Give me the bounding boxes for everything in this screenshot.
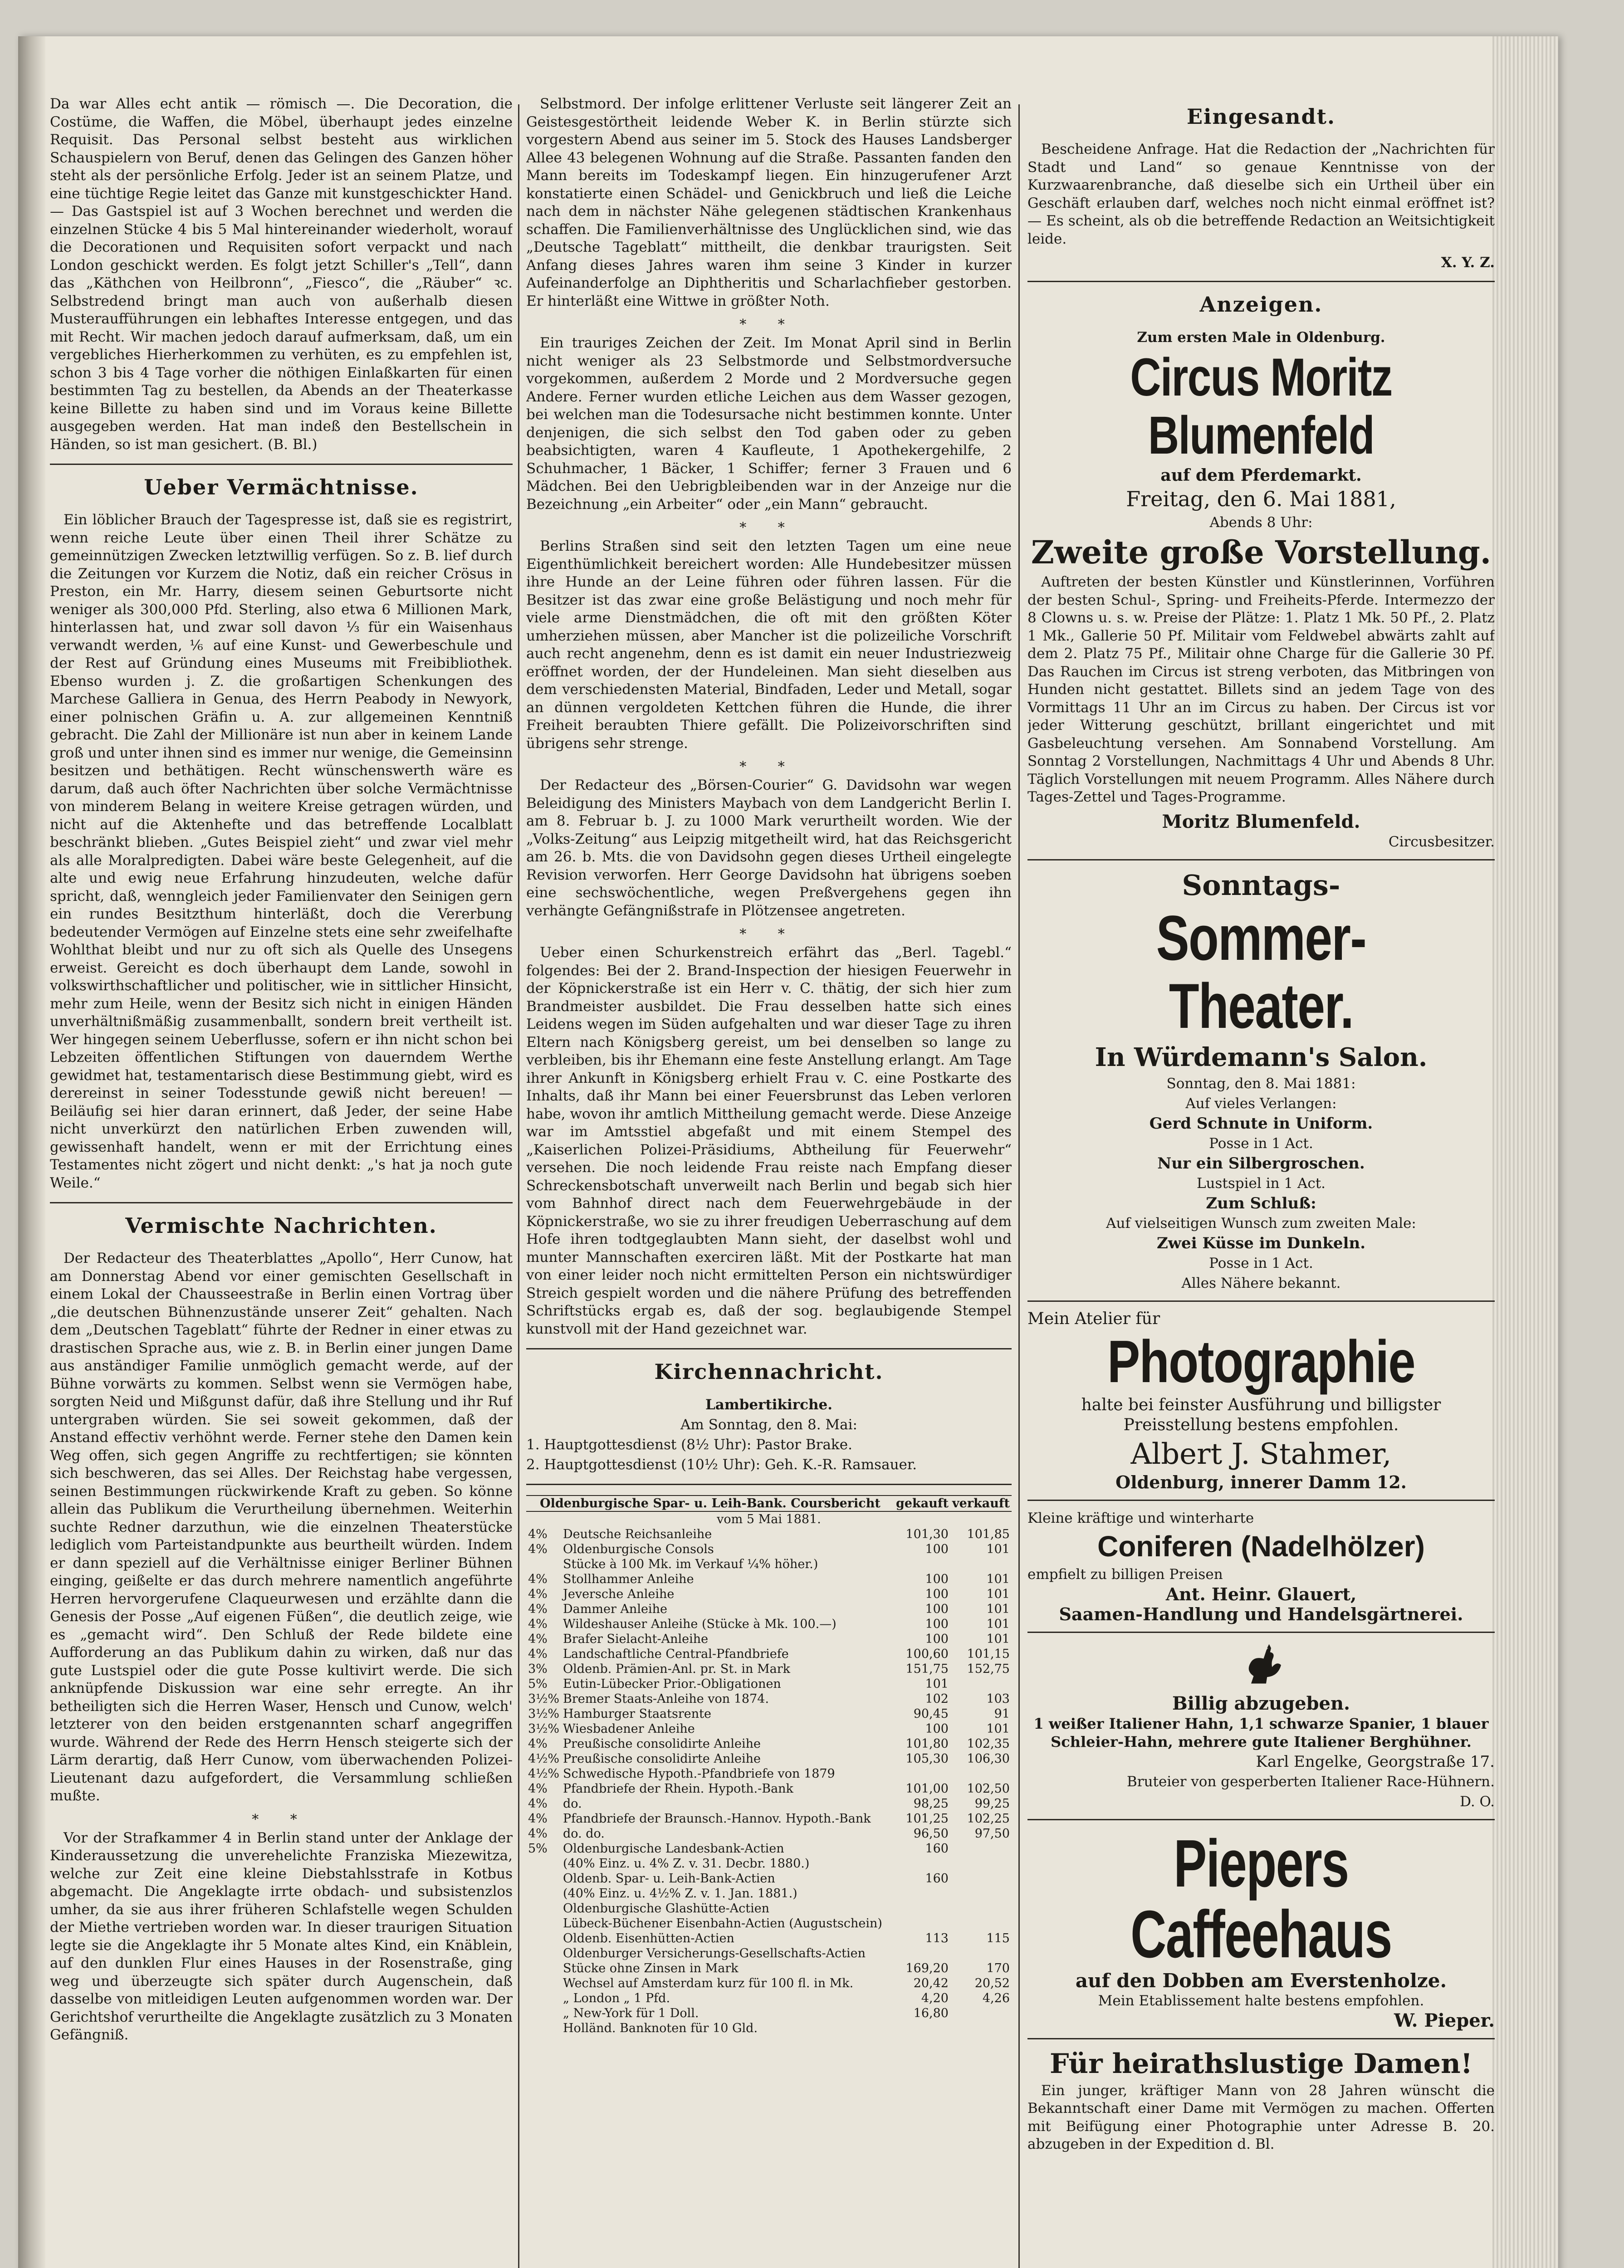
ad-damen-body: Ein junger, kräftiger Mann von 28 Jahren wünscht die Bekanntschaft einer Dame mit Vermögen zu machen. Offerten mit Beifügung einer Photographie unter Adresse B. 20. abzugeben in der Expedition d. Bl. — [1027, 2082, 1495, 2152]
table-cell-name: Oldenb. Spar- u. Leih-Bank-Actien — [563, 1872, 775, 1886]
table-cell-name: Eutin-Lübecker Prior.-Obligationen — [563, 1677, 781, 1691]
separator-stars: * * — [739, 317, 798, 332]
table-cell-name: Pfandbriefe der Rhein. Hypoth.-Bank — [563, 1782, 793, 1796]
table-cell-rate: 3% — [528, 1662, 548, 1676]
ad-photo-line: Mein Atelier für — [1027, 1309, 1160, 1328]
table-cell-bought: 16,80 — [913, 2006, 949, 2020]
table-cell-name: Oldenburgische Landesbank-Actien — [563, 1842, 784, 1856]
table-cell-sold: 4,26 — [982, 1991, 1010, 2005]
article-selbstmord: Selbstmord. Der infolge erlittener Verluste seit längerer Zeit an Geistesgestörtheit leidende Weber K. in Berlin stürzte sich vorgestern Abend aus seiner im 5. Stock des Hauses Landsberger Allee 43 belegenen Wohnung auf die Straße. Passanten fanden den Mann bereits im Todeskampf liegen. Ein hinzugerufener Arzt konstatierte einen Schädel- und Genickbruch und ließ die Leiche nach dem in nächster Nähe gelegenen städtischen Krankenhaus schaffen. Die Familienverhältnisse des Unglücklichen sind, wie das „Deutsche Tageblatt“ mittheilt, die denkbar traurigsten. Seit Anfang dieses Jahres waren ihm seine 3 Kinder in kurzer Aufeinanderfolge an Diphtheritis und Scharlachfieber gestorben. Er hinterläßt eine Wittwe in größter Noth. — [526, 96, 1012, 309]
table-header — [526, 1496, 1012, 1511]
table-cell-sold: 106,30 — [967, 1752, 1010, 1766]
separator-stars: * * — [252, 1811, 311, 1828]
ad-coniferen-line: empfielt zu billigen Preisen — [1027, 1566, 1223, 1583]
separator-stars: * * — [739, 759, 798, 775]
ad-photo-address: Oldenburg, innerer Damm 12. — [1115, 1471, 1407, 1492]
heading-kirchennachricht: Kirchennachricht. — [654, 1359, 884, 1384]
table-cell-sold — [950, 1916, 1012, 1931]
table-cell-bought: 100,60 — [905, 1647, 949, 1661]
ad-circus-place: auf dem Pferdemarkt. — [1160, 466, 1362, 485]
table-cell-rate: 5% — [528, 1842, 548, 1856]
ad-huehner-name: Karl Engelke, Georgstraße 17. — [1256, 1752, 1495, 1771]
table-row — [526, 1721, 1012, 1736]
ad-photographie — [1027, 1310, 1495, 1491]
table-cell-sold: 101 — [986, 1587, 1010, 1601]
theater-article: Da war Alles echt antik — römisch —. Die Decoration, die Costüme, die Waffen, die Möbel, überhaupt jedes einzelne Requisit. Das Personal selbst besteht aus wirklichen Schauspielern von Beruf, denen das Gelingen des Ganzen höher steht als der persönliche Erfolg. Jeder ist an seinem Platze, und eine tüchtige Regie leitet das Ganze mit kunstgeschickter Hand. — Das Gastspiel ist auf 3 Wochen berechnet und werden die einzelnen Stücke 4 bis 5 Mal hintereinander wiederholt, worauf die Decorationen und Requisiten sofort verpackt und nach London geschickt werden. Es folgt jetzt Schiller's „Tell“, dann das „Käthchen von Heilbronn“, „Fiesco“, die „Räuber“ ꝛc. Selbstredend bringt man auch von außerhalb diesen Musteraufführungen ein lebhaftes Interesse entgegen, und das mit Recht. Wir machen jedoch darauf aufmerksam, daß, um ein vergebliches Hierherkommen zu verhüten, es zu empfehlen ist, schon 3 bis 4 Tage vorher die nöthigen Einlaßkarten für einen bestimmten Tag zu bestellen, da Abends an der Theaterkasse keine Billette zu haben sind und im Voraus keine Billette ausgegeben werden. Hat man indeß den Bestellschein in Händen, so ist man gesichert. (B. Bl.) — [50, 96, 513, 453]
table-cell-name: do. — [563, 1797, 582, 1811]
signature-xyz: X. Y. Z. — [1441, 254, 1495, 271]
table-row — [526, 1557, 1012, 1572]
table-cell-sold: 101 — [986, 1542, 1010, 1556]
table-cell-bought: 101,00 — [905, 1782, 949, 1796]
table-cell-bought — [894, 1557, 950, 1572]
table-cell-bought: 98,25 — [913, 1797, 949, 1811]
table-row — [526, 1976, 1012, 1991]
table-row — [526, 1736, 1012, 1751]
ad-photo-line: halte bei feinster Ausführung und billigster Preisstellung bestens empfohlen. — [1081, 1395, 1441, 1434]
ad-theater-title: Sommer-Theater. — [1156, 902, 1366, 1041]
table-cell-bought — [894, 1916, 950, 1931]
ad-theater-play: Gerd Schnute in Uniform. — [1149, 1114, 1373, 1133]
divider — [526, 1348, 1012, 1349]
church-name: Lambertikirche. — [705, 1397, 833, 1413]
table-cell-name: Oldenburger Versicherungs-Gesellschafts-Actien — [563, 1946, 866, 1960]
ad-divider — [1027, 1500, 1495, 1501]
table-cell-sold — [950, 1871, 1012, 1886]
column-rule — [1018, 104, 1020, 2268]
table-cell-rate: 4% — [528, 1527, 548, 1541]
article-davidsohn: Der Redacteur des „Börsen-Courier“ G. Davidsohn war wegen Beleidigung des Ministers Maybach von dem Landgericht Berlin I. am 8. Februar b. J. zu 1000 Mark verurtheilt worden. Wie der „Volks-Zeitung“ aus Leipzig mitgetheilt wird, hat das Reichsgericht am 26. b. Mts. die von Davidsohn gegen dieses Urtheil eingelegte Revision verworfen. Herr George Davidsohn hat übrigens soeben eine sechswöchentliche, wegen Preßvergehens gegen ihn verhängte Gefängnißstrafe in Plötzensee angetreten. — [526, 777, 1012, 919]
table-cell-rate: 4% — [528, 1737, 548, 1751]
table-cell-rate — [526, 1931, 561, 1946]
heading-vermischte: Vermischte Nachrichten. — [125, 1213, 437, 1238]
divider — [50, 1202, 513, 1203]
table-row — [526, 1886, 1012, 1901]
table-date-row — [526, 1511, 1012, 1527]
article-cunow: Der Redacteur des Theaterblattes „Apollo“, Herr Cunow, hat am Donnerstag Abend vor einer gemischten Gesellschaft in einem Lokal der Chausseestraße in Berlin einen Vortrag über „die deutschen Bühnenzustände unserer Zeit“ gehalten. Nach dem „Deutschen Tageblatt“ führte der Redner in einer etwas zu drastischen Sprache aus, wie z. B. in Berlin einer jungen Dame aus anständiger Familie unmöglich gemacht werde, auf der Bühne vorwärts zu kommen. Selbst wenn sie Vermögen habe, sorgten Neid und Mißgunst dafür, daß ihre Stellung und ihr Ruf untergraben würden. Sie sei soweit gekommen, daß der Anstand effectiv verhöhnt werde. Ferner stehe den Damen kein Weg offen, sich gegen Angriffe zu rechtfertigen; sie könnten sich beschweren, das sei Alles. Der Reichstag habe vergessen, seinen Bestimmungen rückwirkende Kraft zu geben. So könne allein das Publikum die Verurtheilung übernehmen. Weiterhin suchte Redner darzuthun, wie die einzelnen Theaterstücke lediglich vom Parteistandpunkte aus beurtheilt würden. Indem er dann speziell auf die Verhältnisse einiger Berliner Bühnen einging, geißelte er das durch mehrere namentlich angeführte Herren hervorgerufene Claqueurwesen und erzählte dann die Genesis der Posse „Auf eigenen Füßen“, die deutlich zeige, wie es „gemacht wird“. Den Schluß der Rede bildete eine Aufforderung an das Publikum dahin zu wirken, daß nur das gute Lustspiel oder die gute Posse kultivirt werde. Die sich anknüpfende Diskussion war eine sehr erregte. An ihr betheiligten sich die Herren Waser, Hensch und Cunow, welch' letzterer von den beiden erstgenannten scharf angegriffen wurde. Während der Rede des Herrn Hensch steigerte sich der Lärm derartig, daß Herr Cunow, vom überwachenden Polizei-Lieutenant dazu aufgefordert, die Versammlung schließen mußte. — [50, 1250, 513, 1804]
table-cell-rate — [526, 1901, 561, 1916]
table-row — [526, 1602, 1012, 1617]
table-cell-name: Stücke ohne Zinsen in Mark — [563, 1961, 739, 1975]
ad-piepers-signature: W. Pieper. — [1394, 2009, 1495, 2031]
ad-circus-title: Circus Moritz Blumenfeld — [1130, 347, 1392, 465]
table-cell-rate — [526, 1557, 561, 1572]
table-cell-bought: 96,50 — [913, 1827, 949, 1841]
table-cell-name: (40% Einz. u. 4% Z. v. 31. Decbr. 1880.) — [563, 1857, 810, 1871]
ad-photo-title: Photographie — [1107, 1328, 1415, 1395]
table-cell-rate: 4% — [528, 1797, 548, 1811]
divider — [1027, 281, 1495, 282]
table-cell-bought: 100 — [925, 1722, 949, 1736]
table-cell-bought: 90,45 — [913, 1707, 949, 1721]
article-hundebesitzer: Berlins Straßen sind seit den letzten Tagen um eine neue Eigenthümlichkeit bereichert worden: Alle Hundebesitzer müssen ihre Hunde an der Leine führen oder führen lassen. Für die Besitzer ist das zwar eine große Belästigung und noch mehr für viele arme Dienstmädchen, die oft mit den größten Köter umherziehen müssen, aber Mancher ist die polizeiliche Vorschrift auch recht angenehm, denn es ist damit ein neuer Industriezweig eröffnet worden, der der Hundeleinen. Man sieht dieselben aus dem verschiedensten Material, Bindfaden, Leder und Metall, sogar an dünnen vergoldeten Kettchen führen die Hunde, die ihrer Freiheit beraubten Thiere gefällt. Die Polizeivorschriften sind übrigens sehr strenge. — [526, 538, 1012, 752]
table-cell-name: „ London „ 1 Pfd. — [563, 1991, 670, 2005]
table-cell-bought: 113 — [925, 1931, 949, 1945]
table-cell-rate — [526, 1961, 561, 1976]
ad-coniferen-line: Kleine kräftige und winterharte — [1027, 1510, 1254, 1526]
coursbericht-table — [526, 1495, 1012, 2036]
ad-sommer-theater — [1027, 869, 1495, 1292]
ad-huehner-title: Billig abzugeben. — [1172, 1692, 1350, 1714]
table-cell-bought — [894, 2021, 950, 2036]
ad-piepers — [1027, 1828, 1495, 2030]
article-schurkenstreich: Ueber einen Schurkenstreich erfährt das „Berl. Tagebl.“ folgendes: Bei der 2. Brand-Inspection der hiesigen Feuerwehr in der Köpnickerstraße ist ein Herr v. C. thätig, der sich hier zum Brandmeister ausbildet. Die Frau desselben hatte sich eines Leidens wegen im Süden aufgehalten und war dieser Tage zu ihren Eltern nach Königsberg gereist, um bei denselben so lange zu verbleiben, bis ihr Ehemann eine feste Anstellung erlangt. Am Tage ihrer Ankunft in Königsberg erhielt Frau v. C. eine Postkarte des Inhalts, daß ihr Mann bei einer Feuersbrunst das Leben verloren habe, wovon ihr amtlich Mittheilung gemacht werde. Diese Anzeige war im Amtsstiel abgefaßt und mit einem Stempel des „Kaiserlichen Polizei-Präsidiums, Abtheilung für Feuerwehr“ versehen. Die noch leidende Frau reiste nach Empfang dieser Schreckensbotschaft unverweilt nach Berlin und begab sich hier vom Bahnhof direct nach dem Feuerwehrgebäude in der Köpnickerstraße, wo sie zu ihrer freudigen Ueberraschung auf dem Hofe ihren todtgeglaubten Mann sieht, der daselbst wohl und munter Mannschaften exerciren läßt. Mit der Postkarte hat man von einer leider noch nicht ermittelten Person ein nichtswürdiger Streich gespielt worden und die nähere Prüfung des betreffenden Schriftstücks ergab es, daß der sog. beglaubigende Stempel kunstvoll mit der Hand gezeichnet war. — [526, 944, 1012, 1337]
table-cell-rate — [526, 1946, 561, 1961]
table-cell-rate — [526, 2006, 561, 2021]
table-cell-sold — [950, 1677, 1012, 1691]
table-row — [526, 1991, 1012, 2006]
table-cell-bought: 100 — [925, 1572, 949, 1586]
table-cell-sold: 97,50 — [974, 1827, 1010, 1841]
ad-circus-date: Freitag, den 6. Mai 1881, — [1126, 487, 1396, 511]
table-cell-rate — [526, 1916, 561, 1931]
table-row — [526, 1751, 1012, 1766]
table-row — [526, 1766, 1012, 1781]
table-cell-name: Preußische consolidirte Anleihe — [563, 1752, 761, 1766]
ad-theater-line: Alles Nähere bekannt. — [1181, 1275, 1341, 1291]
ad-theater-line: Auf vielseitigen Wunsch zum zweiten Male: — [1106, 1215, 1416, 1232]
newspaper-page — [18, 36, 1558, 2268]
column-right — [1027, 95, 1495, 2160]
table-cell-rate — [526, 1886, 561, 1901]
table-cell-bought: 100 — [925, 1632, 949, 1646]
table-cell-name: Stücke à 100 Mk. im Verkauf ¼% höher.) — [563, 1557, 818, 1571]
table-cell-sold — [950, 1766, 1012, 1781]
table-title: Oldenburgische Spar- u. Leih-Bank. Coursbericht — [526, 1496, 894, 1511]
table-cell-sold: 101 — [986, 1722, 1010, 1736]
table-cell-bought — [894, 1886, 950, 1901]
table-cell-sold — [950, 2021, 1012, 2036]
table-row — [526, 1826, 1012, 1841]
table-row — [526, 1871, 1012, 1886]
table-cell-rate: 4% — [528, 1632, 548, 1646]
table-cell-name: Schwedische Hypoth.-Pfandbriefe von 1879 — [563, 1767, 835, 1781]
table-row — [526, 1542, 1012, 1557]
table-cell-name: do. do. — [563, 1827, 605, 1841]
ad-huehner-sig: D. O. — [1460, 1793, 1495, 1810]
ad-theater-genre: Posse in 1 Act. — [1209, 1135, 1313, 1152]
table-cell-name: Landschaftliche Central-Pfandbriefe — [563, 1647, 789, 1661]
table-cell-bought — [894, 1901, 950, 1916]
ad-circus-time: Abends 8 Uhr: — [1209, 514, 1313, 531]
ad-damen — [1027, 2048, 1495, 2154]
ad-huehner-line: Bruteier von gesperberten Italiener Race-Hühnern. — [1126, 1773, 1495, 1790]
table-row — [526, 1677, 1012, 1691]
table-cell-bought: 151,75 — [905, 1662, 949, 1676]
table-cell-bought: 101,25 — [905, 1812, 949, 1826]
table-row — [526, 1691, 1012, 1706]
table-cell-name: Brafer Sielacht-Anleihe — [563, 1632, 709, 1646]
ad-circus-owner: Circusbesitzer. — [1388, 833, 1495, 850]
table-cell-bought: 20,42 — [913, 1976, 949, 1990]
table-cell-rate: 4% — [528, 1572, 548, 1586]
table-cell-sold: 20,52 — [974, 1976, 1010, 1990]
ad-circus — [1027, 328, 1495, 851]
ad-divider — [1027, 1819, 1495, 1820]
table-cell-rate: 3½% — [528, 1707, 560, 1721]
ad-damen-title: Für heirathslustige Damen! — [1049, 2048, 1473, 2080]
table-cell-sold: 103 — [986, 1692, 1010, 1706]
ad-coniferen-name: Ant. Heinr. Glauert, — [1165, 1584, 1357, 1604]
table-cell-rate: 5% — [528, 1677, 548, 1691]
ad-theater-line: Zum Schluß: — [1206, 1194, 1316, 1212]
table-cell-name: Oldenburgische Consols — [563, 1542, 714, 1556]
church-date: Am Sonntag, den 8. Mai: — [680, 1417, 857, 1433]
table-cell-sold: 102,35 — [967, 1737, 1010, 1751]
table-cell-bought: 100 — [925, 1587, 949, 1601]
table-cell-rate: 4% — [528, 1782, 548, 1796]
table-header-sold: verkauft — [950, 1496, 1012, 1511]
table-cell-bought — [894, 1766, 950, 1781]
table-cell-sold: 101,15 — [967, 1647, 1010, 1661]
table-date: vom 5 Mai 1881. — [717, 1512, 821, 1526]
article-kinderaussetzung: Vor der Strafkammer 4 in Berlin stand unter der Anklage der Kinderaussetzung die unverehelichte Franziska Miezewitza, welche zur Zeit eine kleine Diebstahlsstrafe in Kotbus abgemacht. Die Angeklagte irrte obdach- und subsistenzlos umher, da sie aus ihrer früheren Schlafstelle wegen Schulden der Miethe vertrieben worden war. In dieser traurigen Situation legte sie die Angeklagte ihr 5 Monate altes Kind, ein Knäblein, auf den dunklen Flur eines Hauses in der Rosenstraße, ging weg und überzeugte sich später durch Augenschein, daß dasselbe von mitleidigen Leuten aufgenommen worden war. Der Gerichtshof verurtheilte die Angeklagte zusätzlich zu 3 Monaten Gefängniß. — [50, 1829, 513, 2043]
table-cell-name: Jeversche Anleihe — [563, 1587, 675, 1601]
table-header-bought: gekauft — [894, 1496, 950, 1511]
ad-divider — [1027, 1632, 1495, 1633]
table-row — [526, 1931, 1012, 1946]
article-vermaechtnisse: Ein löblicher Brauch der Tagespresse ist, daß sie es registrirt, wenn reiche Leute über einen Theil ihrer Schätze zu gemeinnützigen Zwecken letztwillig verfügen. So z. B. lief durch die Zeitungen vor Kurzem die Notiz, daß ein reicher Crösus in Preston, ein Mr. Harry, diesem seinen Geburtsorte nicht weniger als 300,000 Pfd. Sterling, also etwa 6 Millionen Mark, hinterlassen hat, und zwar soll davon ⅓ für ein Waisenhaus verwandt werden, ⅙ auf eine Kunst- und Gewerbeschule und der Rest auf Gründung eines Museums mit Freibibliothek. Ebenso wurden j. Z. die großartigen Schenkungen des Marchese Galliera in Genua, des Herrn Peabody in Newyork, einer polnischen Gräfin u. A. zur allgemeinen Kenntniß gebracht. Die Zahl der Millionäre ist nun aber in keinem Lande groß und unter ihnen sind es immer nur wenige, die Gemeinsinn besitzen und bethätigen. Recht wünschenswerth wäre es darum, daß auch öfter Nachrichten über solche Vermächtnisse von minderem Belang in weitere Kreise getragen würden, und nicht auf die Aktenhefte und das betreffende Localblatt beschränkt blieben. „Gutes Beispiel zieht“ und zwar viel mehr als alle Moralpredigten. Dabei wäre beste Gelegenheit, auf die alte und ewig neue Erfahrung hinzudeuten, welche dafür spricht, daß, wenngleich jeder Familienvater den Seinigen gern ein rundes Besitzthum hinterläßt, doch die Vererbung bedeutender Vermögen auf Einzelne stets eine sehr zweifelhafte Wohlthat bleibt und nur zu oft sich als Quelle des Unsegens erweist. Gereicht es doch überhaupt dem Lande, sowohl in volkswirthschaftlicher und politischer, wie in sittlicher Hinsicht, mehr zum Heile, wenn der Besitz sich nicht in einigen Händen unverhältnißmäßig zusammenballt, sondern breit vertheilt ist. Wer hingegen seinem Ueberflusse, sofern er ihn nicht schon bei Lebzeiten öffentlichen Stiftungen von dauerndem Werthe gewidmet hat, testamentarisch diese Bestimmung giebt, wird es derereinst in seiner Todesstunde gewiß nicht bereuen! — Beiläufig sei hier daran erinnert, daß Jeder, der seine Habe nicht unverkürzt den natürlichen Erben zuwenden will, gewissenhaft handelt, wenn er mit der Errichtung eines Testamentes nicht zögert und nicht denkt: „'s hat ja noch gute Weile.“ — [50, 512, 513, 1191]
ad-circus-signature: Moritz Blumenfeld. — [1162, 811, 1360, 832]
table-cell-sold — [950, 1856, 1012, 1871]
table-row — [526, 1961, 1012, 1976]
ad-theater-pre: Sonntags- — [1182, 868, 1340, 902]
table-cell-name: Dammer Anleihe — [563, 1602, 667, 1616]
table-cell-name: Wechsel auf Amsterdam kurz für 100 fl. in Mk. — [563, 1976, 854, 1990]
table-cell-name: Wildeshauser Anleihe (Stücke à Mk. 100.—) — [563, 1617, 836, 1631]
page-binding — [18, 36, 45, 2268]
table-row — [526, 1841, 1012, 1856]
table-cell-bought: 100 — [925, 1617, 949, 1631]
table-row — [526, 1781, 1012, 1796]
table-cell-bought: 102 — [925, 1692, 949, 1706]
table-cell-name: Bremer Staats-Anleihe von 1874. — [563, 1692, 769, 1706]
table-cell-bought: 160 — [925, 1872, 949, 1886]
table-cell-rate: 4% — [528, 1602, 548, 1616]
heading-eingesandt: Eingesandt. — [1187, 104, 1335, 129]
ad-coniferen-title: Coniferen (Nadelhölzer) — [1097, 1530, 1425, 1563]
table-cell-sold: 152,75 — [967, 1662, 1010, 1676]
ad-theater-genre: Lustspiel in 1 Act. — [1196, 1175, 1326, 1192]
ad-piepers-line: Mein Etablissement halte bestens empfohlen. — [1098, 1992, 1424, 2009]
page-edges — [1492, 36, 1558, 2268]
table-cell-name: Pfandbriefe der Braunsch.-Hannov. Hypoth.-Bank — [563, 1812, 871, 1826]
table-row — [526, 1527, 1012, 1542]
ad-huehner-body: 1 weißer Italiener Hahn, 1,1 schwarze Spanier, 1 blauer Schleier-Hahn, mehrere gute Italiener Berghühner. — [1033, 1715, 1489, 1750]
ad-theater-date: Sonntag, den 8. Mai 1881: — [1166, 1075, 1356, 1092]
table-cell-name: Oldenb. Eisenhütten-Actien — [563, 1931, 734, 1945]
ad-circus-line: Zum ersten Male in Oldenburg. — [1137, 329, 1385, 346]
table-row — [526, 1572, 1012, 1587]
heading-anzeigen: Anzeigen. — [1199, 292, 1323, 317]
table-cell-sold: 101 — [986, 1602, 1010, 1616]
ad-theater-venue: In Würdemann's Salon. — [1095, 1042, 1428, 1072]
ad-coniferen-firm: Saamen-Handlung und Handelsgärtnerei. — [1059, 1603, 1463, 1624]
ad-huehner — [1027, 1641, 1495, 1811]
ad-coniferen — [1027, 1509, 1495, 1623]
table-row — [526, 1587, 1012, 1602]
heading-vermaechtnisse: Ueber Vermächtnisse. — [144, 475, 419, 499]
table-cell-rate — [526, 1871, 561, 1886]
table-cell-name: Oldenb. Prämien-Anl. pr. St. in Mark — [563, 1662, 790, 1676]
column-middle — [526, 95, 1012, 2036]
ad-circus-body: Auftreten der besten Künstler und Künstlerinnen, Vorführen der besten Schul-, Spring- und Freiheits-Pferde. Intermezzo der 8 Clowns u. s. w. Preise der Plätze: 1. Platz 1 Mk. 50 Pf., 2. Platz 1 Mk., Gallerie 50 Pf. Militair vom Feldwebel abwärts zahlt auf dem 2. Platz 75 Pf., Militair ohne Charge für die Gallerie 30 Pf. Das Rauchen im Circus ist streng verboten, das Mitbringen von Hunden nicht gestattet. Billets sind an jedem Tage von des Vormittags 11 Uhr an im Circus zu haben. Der Circus ist vor jeder Witterung geschützt, brillant eingerichtet und mit Gasbeleuchtung versehen. Am Sonnabend Vorstellung. Am Sonntag 2 Vorstellungen, Nachmittags 4 Uhr und Abends 8 Uhr. Täglich Vorstellungen mit neuem Programm. Alles Nähere durch Tages-Zettel und Tages-Programme. — [1027, 574, 1495, 805]
column-left — [50, 95, 513, 2051]
table-row — [526, 2006, 1012, 2021]
ad-theater-genre: Posse in 1 Act. — [1209, 1255, 1313, 1271]
table-cell-bought: 101,80 — [905, 1737, 949, 1751]
table-row — [526, 1796, 1012, 1811]
article-anfrage: Bescheidene Anfrage. Hat die Redaction der „Nachrichten für Stadt und Land“ so genaue Kenntnisse von der Kurzwaarenbranche, daß dieselbe sich ein Urtheil über ein Geschäft erlauben darf, welches noch nicht einmal eröffnet ist? — Es scheint, als ob die betreffende Redaction an Weitsichtigkeit leide. — [1027, 141, 1495, 247]
ad-piepers-place: auf den Dobben am Everstenholze. — [1075, 1969, 1447, 1992]
table-cell-bought: 4,20 — [921, 1991, 949, 2005]
table-cell-bought — [894, 1946, 950, 1961]
table-cell-rate — [526, 1991, 561, 2006]
table-row — [526, 1617, 1012, 1632]
table-cell-sold: 101 — [986, 1617, 1010, 1631]
table-cell-name: Preußische consolidirte Anleihe — [563, 1737, 761, 1751]
table-cell-rate: 4% — [528, 1542, 548, 1556]
table-cell-name: Lübeck-Büchener Eisenbahn-Actien (Augustschein) — [563, 1916, 882, 1931]
table-cell-rate: 3½% — [528, 1692, 560, 1706]
table-cell-sold — [950, 1946, 1012, 1961]
column-rule — [518, 104, 519, 2268]
table-cell-sold: 102,50 — [967, 1782, 1010, 1796]
table-cell-rate: 4½% — [528, 1752, 560, 1766]
table-cell-bought: 105,30 — [905, 1752, 949, 1766]
table-cell-sold — [950, 1841, 1012, 1856]
ad-photo-name: Albert J. Stahmer, — [1130, 1437, 1392, 1471]
ad-theater-line: Auf vieles Verlangen: — [1185, 1095, 1337, 1112]
table-cell-rate: 3½% — [528, 1722, 560, 1736]
table-row — [526, 1647, 1012, 1662]
table-cell-sold — [950, 2006, 1012, 2021]
table-cell-rate: 4% — [528, 1812, 548, 1826]
table-cell-rate — [526, 1976, 561, 1991]
ad-theater-play: Zwei Küsse im Dunkeln. — [1156, 1234, 1366, 1252]
table-row — [526, 2021, 1012, 2036]
table-cell-bought: 101 — [925, 1677, 949, 1691]
table-row — [526, 1811, 1012, 1826]
table-cell-name: Wiesbadener Anleihe — [563, 1722, 695, 1736]
ad-theater-play: Nur ein Silbergroschen. — [1157, 1154, 1365, 1173]
table-cell-bought: 169,20 — [905, 1961, 949, 1975]
table-cell-rate: 4% — [528, 1617, 548, 1631]
table-cell-bought: 100 — [925, 1602, 949, 1616]
rooster-icon — [1236, 1641, 1286, 1691]
table-cell-name: Stollhammer Anleihe — [563, 1572, 694, 1586]
table-cell-name: Deutsche Reichsanleihe — [563, 1527, 712, 1541]
table-row — [526, 1706, 1012, 1721]
table-cell-bought: 100 — [925, 1542, 949, 1556]
table-cell-rate: 4% — [528, 1587, 548, 1601]
table-cell-bought: 101,30 — [905, 1527, 949, 1541]
table-cell-bought — [894, 1856, 950, 1871]
table-cell-sold: 101,85 — [967, 1527, 1010, 1541]
table-cell-name: (40% Einz. u. 4½% Z. v. 1. Jan. 1881.) — [563, 1887, 797, 1901]
table-cell-bought: 160 — [925, 1842, 949, 1856]
table-cell-rate — [526, 1856, 561, 1871]
service-2: 2. Hauptgottesdienst (10½ Uhr): Geh. K.-R. Ramsauer. — [526, 1457, 917, 1473]
table-cell-rate: 4½% — [528, 1767, 560, 1781]
table-row — [526, 1946, 1012, 1961]
table-cell-name: „ New-York für 1 Doll. — [563, 2006, 699, 2020]
table-row — [526, 1856, 1012, 1871]
table-cell-sold — [950, 1557, 1012, 1572]
table-cell-sold — [950, 1886, 1012, 1901]
table-cell-name: Hamburger Staatsrente — [563, 1707, 711, 1721]
ad-divider — [1027, 2038, 1495, 2039]
table-cell-rate — [526, 2021, 561, 2036]
table-row — [526, 1632, 1012, 1647]
table-row — [526, 1662, 1012, 1677]
service-1: 1. Hauptgottesdienst (8½ Uhr): Pastor Brake. — [526, 1437, 852, 1453]
ad-divider — [1027, 1300, 1495, 1302]
ad-divider — [1027, 859, 1495, 860]
table-cell-sold: 99,25 — [974, 1797, 1010, 1811]
table-cell-sold: 91 — [994, 1707, 1010, 1721]
table-cell-sold: 102,25 — [967, 1812, 1010, 1826]
divider — [50, 464, 513, 465]
divider — [526, 1484, 1012, 1485]
table-cell-rate: 4% — [528, 1647, 548, 1661]
separator-stars: * * — [739, 926, 798, 942]
ad-circus-subtitle: Zweite große Vorstellung. — [1031, 533, 1492, 571]
ad-piepers-title: Piepers Caffeehaus — [1130, 1826, 1392, 1972]
table-row — [526, 1916, 1012, 1931]
separator-stars: * * — [739, 520, 798, 536]
table-row — [526, 1901, 1012, 1916]
table-cell-rate: 4% — [528, 1827, 548, 1841]
table-cell-name: Oldenburgische Glashütte-Actien — [563, 1901, 770, 1916]
article-zeichen-der-zeit: Ein trauriges Zeichen der Zeit. Im Monat April sind in Berlin nicht weniger als 23 Selbstmorde und Selbstmordversuche vorgekommen, außerdem 2 Morde und 2 Mordversuche gegen Andere. Ferner wurden etliche Leichen aus dem Wasser gezogen, bei welchen man die Todesursache nicht bestimmen konnte. Unter denjenigen, die sich selbst den Tod gaben oder zu geben beabsichtigten, waren 4 Kaufleute, 1 Apothekergehilfe, 2 Schuhmacher, 1 Bäcker, 1 Schiffer; ferner 3 Frauen und 6 Mädchen. Bei den Uebrigbleibenden war in der Anzeige nur die Bezeichnung „ein Arbeiter“ oder „ein Mann“ gebraucht. — [526, 335, 1012, 513]
table-cell-sold: 101 — [986, 1632, 1010, 1646]
table-cell-sold: 101 — [986, 1572, 1010, 1586]
table-cell-sold — [950, 1901, 1012, 1916]
table-cell-sold: 115 — [986, 1931, 1010, 1945]
table-cell-sold: 170 — [986, 1961, 1010, 1975]
table-cell-name: Holländ. Banknoten für 10 Gld. — [563, 2021, 758, 2035]
